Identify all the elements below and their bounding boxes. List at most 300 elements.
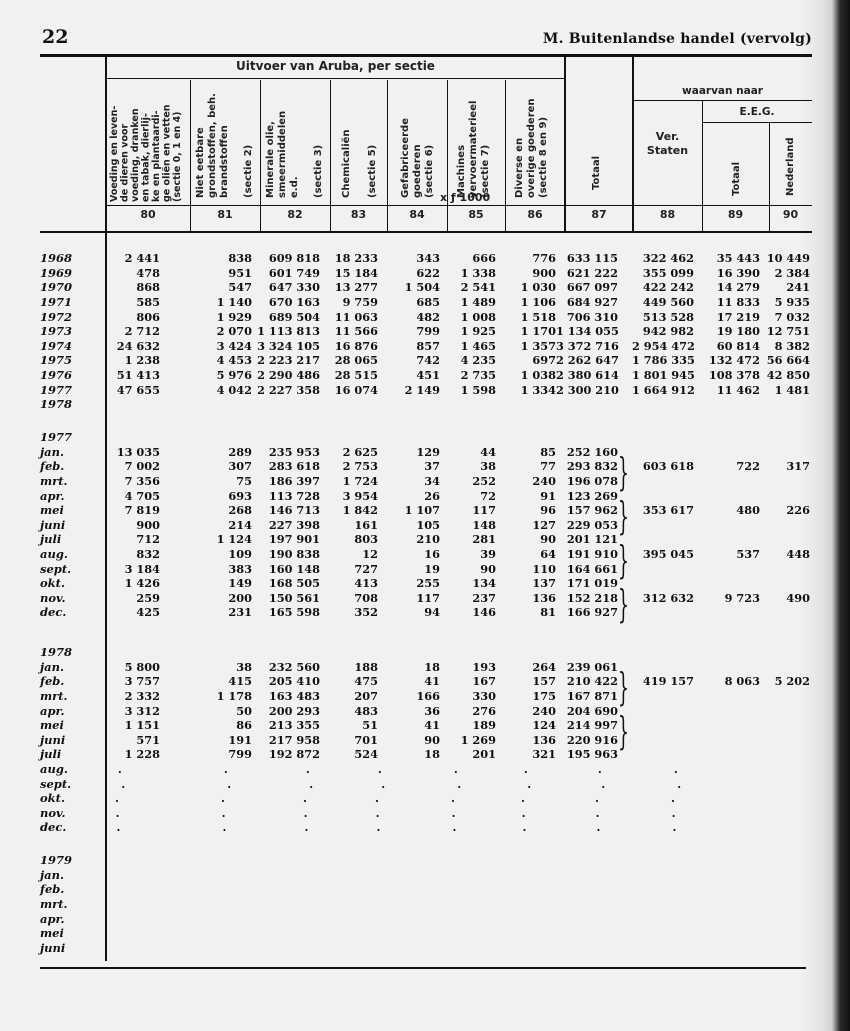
table-cell: . — [117, 762, 122, 777]
table-cell: 697 — [532, 353, 556, 368]
table-cell: 148 — [472, 517, 496, 532]
table-cell: 722 — [736, 459, 760, 474]
table-cell: 227 398 — [268, 517, 320, 532]
table-cell: 2 735 — [460, 368, 496, 383]
table-cell: 191 910 — [566, 547, 618, 562]
table-cell: 75 — [236, 474, 252, 489]
table-cell: . — [115, 805, 120, 820]
table-cell: 3 324 105 — [257, 338, 320, 353]
table-cell: 1 030 — [520, 280, 556, 295]
table-cell: 838 — [228, 251, 252, 266]
table-cell: 693 — [228, 488, 252, 503]
table-cell: . — [677, 776, 682, 791]
table-cell: 213 355 — [268, 718, 320, 733]
table-cell: 2 223 217 — [257, 353, 320, 368]
table-cell: 689 504 — [268, 309, 320, 324]
table-cell: 132 472 — [708, 353, 760, 368]
table-cell: 18 — [424, 659, 440, 674]
table-row — [40, 820, 820, 835]
table-cell: 16 390 — [716, 265, 760, 280]
table-cell: 157 — [532, 674, 556, 689]
table-cell: 1 598 — [460, 382, 496, 397]
table-cell: . — [305, 762, 310, 777]
table-row — [40, 397, 820, 412]
table-row — [40, 911, 820, 926]
table-cell: 355 099 — [642, 265, 694, 280]
table-cell: 1 925 — [460, 324, 496, 339]
table-cell: 413 — [354, 576, 378, 591]
table-cell: 232 560 — [268, 659, 320, 674]
table-cell: 161 — [354, 517, 378, 532]
table-section — [40, 645, 820, 835]
table-cell: 157 962 — [566, 503, 618, 518]
unit-label: x ƒ 1000 — [440, 191, 491, 204]
table-cell: 166 927 — [566, 605, 618, 620]
table-row — [40, 791, 820, 806]
col-num-89: 89 — [727, 208, 744, 221]
table-row — [40, 733, 820, 748]
table-cell: 2 384 — [774, 265, 810, 280]
table-cell: 322 462 — [642, 251, 694, 266]
table-cell: . — [221, 791, 225, 806]
table-cell: 186 397 — [268, 474, 320, 489]
group-underline — [106, 78, 565, 79]
row-label: apr. — [40, 488, 65, 503]
table-cell: 799 — [228, 747, 252, 762]
table-cell: 175 — [532, 689, 556, 704]
table-cell: 281 — [472, 532, 496, 547]
col-num-81: 81 — [217, 208, 233, 221]
table-cell: 72 — [480, 488, 496, 503]
table-cell: 201 — [472, 747, 496, 762]
table-cell: 667 097 — [566, 280, 618, 295]
row-label: feb. — [40, 459, 65, 474]
table-cell: . — [451, 791, 455, 806]
table-cell: 16 074 — [334, 382, 378, 397]
table-cell: 857 — [416, 338, 440, 353]
table-cell: 2 712 — [124, 324, 160, 339]
quarter-brace: } — [618, 450, 629, 495]
page-number: 22 — [42, 26, 69, 48]
row-label: sept. — [40, 561, 72, 576]
quarter-brace: } — [618, 494, 629, 539]
table-cell: 4 453 — [216, 353, 252, 368]
table-section — [40, 251, 820, 412]
row-label: 1972 — [40, 309, 73, 324]
table-cell: 483 — [354, 703, 378, 718]
table-cell: 622 — [416, 265, 440, 280]
table-cell: 255 — [416, 576, 440, 591]
table-cell: 2 300 210 — [556, 382, 619, 397]
ver-staten-label: Ver. Staten — [646, 130, 689, 157]
row-label: apr. — [40, 911, 65, 926]
table-cell: 1 151 — [124, 718, 160, 733]
table-cell: 146 — [472, 605, 496, 620]
table-cell: 117 — [416, 590, 440, 605]
table-cell: 165 598 — [268, 605, 320, 620]
table-cell: 480 — [736, 503, 760, 518]
row-label: dec. — [40, 820, 67, 835]
table-cell: 127 — [532, 517, 556, 532]
row-label: sept. — [40, 776, 72, 791]
row-label: mei — [40, 926, 64, 941]
table-cell: 229 053 — [566, 517, 618, 532]
table-cell: 900 — [136, 517, 160, 532]
table-cell: 26 — [424, 488, 440, 503]
col-num-88: 88 — [659, 208, 676, 221]
table-cell: 3 954 — [342, 488, 378, 503]
table-cell: 167 871 — [566, 689, 618, 704]
table-cell: 383 — [228, 561, 252, 576]
table-cell: 1 038 — [520, 368, 556, 383]
table-cell: 2 441 — [124, 251, 160, 266]
table-cell: 547 — [228, 280, 252, 295]
table-cell: 16 — [424, 547, 440, 562]
eeg-label: E.E.G. — [739, 106, 775, 118]
year-label: 1977 — [40, 430, 73, 445]
row-label: juni — [40, 517, 66, 532]
table-cell: 41 — [424, 718, 440, 733]
table-cell: 13 035 — [116, 444, 160, 459]
table-cell: 41 — [424, 674, 440, 689]
table-row — [40, 382, 820, 397]
colnum-top-rule — [106, 205, 812, 206]
row-label: aug. — [40, 762, 68, 777]
table-cell: . — [671, 805, 676, 820]
table-cell: 226 — [786, 503, 810, 518]
table-cell: 585 — [136, 295, 160, 310]
table-row — [40, 776, 820, 791]
year-row — [40, 645, 820, 660]
table-cell: 1 481 — [774, 382, 810, 397]
row-label: 1976 — [40, 368, 73, 383]
table-row — [40, 747, 820, 762]
table-cell: 1 842 — [342, 503, 378, 518]
table-cell: 1 238 — [124, 353, 160, 368]
table-cell: 196 078 — [566, 474, 618, 489]
table-cell: 1 724 — [342, 474, 378, 489]
row-label: 1978 — [40, 397, 73, 412]
table-cell: 18 233 — [334, 251, 378, 266]
table-row — [40, 882, 820, 897]
col-85-header: Machines vervoermaterieel (sectie 7) — [456, 100, 491, 198]
row-label: juni — [40, 940, 66, 955]
table-cell: 571 — [136, 732, 160, 747]
col-84-header: Gefabriceerde goederen (sectie 6) — [400, 118, 435, 198]
table-cell: 11 063 — [334, 309, 378, 324]
table-cell: 684 927 — [566, 295, 618, 310]
table-cell: 1 124 — [216, 532, 252, 547]
table-cell: 7 032 — [774, 309, 810, 324]
table-row — [40, 474, 820, 489]
table-cell: 259 — [136, 590, 160, 605]
table-cell: 240 — [532, 474, 556, 489]
row-label: 1968 — [40, 251, 73, 266]
table-cell: 241 — [786, 280, 810, 295]
table-cell: 39 — [480, 547, 496, 562]
table-cell: 482 — [416, 309, 440, 324]
table-cell: 15 184 — [334, 265, 378, 280]
row-label: mei — [40, 718, 64, 733]
table-cell: 164 661 — [566, 561, 618, 576]
table-cell: 105 — [416, 517, 440, 532]
table-cell: 11 462 — [716, 382, 760, 397]
table-cell: 868 — [136, 280, 160, 295]
table-cell: 1 465 — [460, 338, 496, 353]
table-cell: 2 541 — [460, 280, 496, 295]
table-cell: 85 — [540, 444, 556, 459]
table-cell: 3 184 — [124, 561, 160, 576]
table-cell: 4 705 — [124, 488, 160, 503]
table-cell: 2 070 — [216, 324, 252, 339]
table-cell: 77 — [540, 459, 556, 474]
table-cell: 56 664 — [766, 353, 810, 368]
table-cell: 240 — [532, 703, 556, 718]
table-cell: 50 — [236, 703, 252, 718]
table-cell: 4 042 — [216, 382, 252, 397]
table-cell: 1 008 — [460, 309, 496, 324]
table-cell: 44 — [480, 444, 496, 459]
table-cell: 353 617 — [642, 503, 694, 518]
table-row — [40, 941, 820, 956]
col-86-header: Diverse en overige goederen (sectie 8 en 9) — [514, 98, 549, 198]
table-cell: 312 632 — [642, 590, 694, 605]
table-row — [40, 703, 820, 718]
table-cell: 193 — [472, 659, 496, 674]
table-cell: 150 561 — [268, 590, 320, 605]
table-cell: 1 334 — [520, 382, 556, 397]
table-cell: 1 228 — [124, 747, 160, 762]
table-row — [40, 576, 820, 591]
table-cell: 14 279 — [716, 280, 760, 295]
table-cell: 621 222 — [566, 265, 618, 280]
table-cell: . — [116, 820, 121, 835]
table-cell: 200 293 — [268, 703, 320, 718]
year-label: 1978 — [40, 645, 73, 660]
table-cell: . — [121, 776, 126, 791]
table-row — [40, 353, 820, 368]
table-cell: 1 269 — [460, 732, 496, 747]
waarvan-naar-label: waarvan naar — [682, 85, 763, 97]
table-cell: 167 — [472, 674, 496, 689]
table-cell: 12 — [362, 547, 378, 562]
table-cell: . — [672, 820, 677, 835]
table-cell: 1 664 912 — [632, 382, 695, 397]
table-cell: 81 — [540, 605, 556, 620]
col-num-83: 83 — [350, 208, 367, 221]
table-cell: 942 982 — [642, 324, 694, 339]
table-cell: 647 330 — [268, 280, 320, 295]
table-cell: . — [309, 776, 314, 791]
row-label: okt. — [40, 791, 65, 806]
row-label: mei — [40, 503, 64, 518]
table-cell: 603 618 — [642, 459, 694, 474]
table-row — [40, 324, 820, 339]
row-label: jan. — [40, 867, 64, 882]
col-num-80: 80 — [140, 208, 156, 221]
table-cell: 1 113 813 — [257, 324, 320, 339]
table-cell: 448 — [786, 547, 810, 562]
col-80-header: Voeding en leven- de dieren voor voeding, dranken en tabak, dierlij- ke en plantaardi- ge oliën en vetten (sectie 0, 1 en 4) — [109, 104, 183, 202]
table-cell: 13 277 — [334, 280, 378, 295]
table-cell: 352 — [354, 605, 378, 620]
table-cell: 160 148 — [268, 561, 320, 576]
table-cell: 129 — [416, 444, 440, 459]
table-section — [40, 430, 820, 626]
table-cell: 1 929 — [216, 309, 252, 324]
table-cell: 276 — [472, 703, 496, 718]
table-cell: 36 — [424, 703, 440, 718]
row-label: mrt. — [40, 474, 68, 489]
table-cell: 152 218 — [566, 590, 618, 605]
table-row — [40, 926, 820, 941]
table-cell: 900 — [532, 265, 556, 280]
row-label: mrt. — [40, 689, 68, 704]
table-cell: 136 — [532, 732, 556, 747]
table-cell: 293 832 — [566, 459, 618, 474]
row-label: 1973 — [40, 324, 73, 339]
table-cell: 237 — [472, 590, 496, 605]
table-cell: 200 — [228, 590, 252, 605]
table-cell: 90 — [424, 732, 440, 747]
table-cell: 108 378 — [708, 368, 760, 383]
table-cell: . — [227, 776, 232, 791]
table-cell: . — [115, 791, 119, 806]
row-label: mrt. — [40, 897, 68, 912]
row-label: juli — [40, 747, 62, 762]
table-cell: 799 — [416, 324, 440, 339]
table-cell: 51 — [362, 718, 378, 733]
table-cell: 1 338 — [460, 265, 496, 280]
table-cell: 109 — [228, 547, 252, 562]
table-cell: . — [596, 820, 601, 835]
table-cell: . — [375, 791, 379, 806]
row-label: nov. — [40, 805, 66, 820]
row-label: feb. — [40, 882, 65, 897]
table-cell: 2 262 647 — [556, 353, 619, 368]
table-cell: 1 106 — [520, 295, 556, 310]
table-cell: 7 002 — [124, 459, 160, 474]
row-label: nov. — [40, 590, 66, 605]
col-89-header: Totaal — [731, 161, 742, 196]
table-cell: 1 786 335 — [632, 353, 695, 368]
table-cell: 37 — [424, 459, 440, 474]
table-row — [40, 806, 820, 821]
row-label: okt. — [40, 576, 65, 591]
table-cell: 2 290 486 — [257, 368, 320, 383]
table-cell: 343 — [416, 251, 440, 266]
table-cell: 666 — [472, 251, 496, 266]
table-cell: 3 312 — [124, 703, 160, 718]
table-cell: 24 632 — [116, 338, 160, 353]
table-cell: 235 953 — [268, 444, 320, 459]
table-cell: . — [223, 762, 228, 777]
table-cell: 742 — [416, 353, 440, 368]
row-label: feb. — [40, 674, 65, 689]
table-cell: 5 976 — [216, 368, 252, 383]
table-cell: 307 — [228, 459, 252, 474]
table-top-rule — [40, 54, 812, 57]
table-cell: 3 757 — [124, 674, 160, 689]
table-cell: 3 372 716 — [556, 338, 619, 353]
table-cell: . — [521, 791, 525, 806]
table-cell: 706 310 — [566, 309, 618, 324]
table-cell: 204 690 — [566, 703, 618, 718]
table-cell: 1 170 — [520, 324, 556, 339]
table-cell: 195 963 — [566, 747, 618, 762]
col-num-82: 82 — [287, 208, 303, 221]
row-label: 1977 — [40, 382, 73, 397]
row-label: 1974 — [40, 338, 73, 353]
table-cell: 5 935 — [774, 295, 810, 310]
table-cell: . — [381, 776, 386, 791]
table-row — [40, 251, 820, 266]
table-row — [40, 868, 820, 883]
table-cell: 239 061 — [566, 659, 618, 674]
col-83-header: Chemicaliën (sectie 5) — [341, 129, 378, 198]
table-cell: 701 — [354, 732, 378, 747]
table-cell: 395 045 — [642, 547, 694, 562]
table-cell: . — [597, 762, 602, 777]
table-cell: 490 — [786, 590, 810, 605]
table-cell: 321 — [532, 747, 556, 762]
quarter-brace: } — [618, 665, 629, 710]
table-cell: 137 — [532, 576, 556, 591]
table-cell: 188 — [354, 659, 378, 674]
table-cell: . — [595, 805, 600, 820]
table-cell: 217 958 — [268, 732, 320, 747]
table-cell: 10 449 — [766, 251, 810, 266]
table-cell: 513 528 — [642, 309, 694, 324]
table-cell: 252 160 — [566, 444, 618, 459]
table-row — [40, 280, 820, 295]
table-cell: 19 — [424, 561, 440, 576]
table-cell: . — [303, 805, 308, 820]
table-cell: 210 — [416, 532, 440, 547]
table-cell: 2 227 358 — [257, 382, 320, 397]
table-cell: 1 107 — [404, 503, 440, 518]
table-cell: 1 178 — [216, 689, 252, 704]
table-cell: 419 157 — [642, 674, 694, 689]
table-cell: 146 713 — [268, 503, 320, 518]
table-cell: 214 — [228, 517, 252, 532]
table-cell: 91 — [540, 488, 556, 503]
table-cell: 776 — [532, 251, 556, 266]
row-label: 1970 — [40, 280, 73, 295]
table-cell: 207 — [354, 689, 378, 704]
table-cell: 1 140 — [216, 295, 252, 310]
row-label: jan. — [40, 659, 64, 674]
table-cell: 609 818 — [268, 251, 320, 266]
table-cell: 7 819 — [124, 503, 160, 518]
table-row — [40, 368, 820, 383]
table-cell: 17 219 — [716, 309, 760, 324]
table-cell: 2 380 614 — [556, 368, 619, 383]
table-cell: . — [527, 776, 532, 791]
table-cell: 28 065 — [334, 353, 378, 368]
table-cell: . — [304, 820, 309, 835]
year-row — [40, 430, 820, 445]
table-cell: 134 — [472, 576, 496, 591]
table-cell: 201 121 — [566, 532, 618, 547]
table-cell: 123 269 — [566, 488, 618, 503]
table-cell: 190 838 — [268, 547, 320, 562]
table-cell: 951 — [228, 265, 252, 280]
quarter-brace: } — [618, 538, 629, 583]
table-cell: 1 134 055 — [556, 324, 619, 339]
table-cell: 633 115 — [566, 251, 618, 266]
col-num-84: 84 — [409, 208, 425, 221]
